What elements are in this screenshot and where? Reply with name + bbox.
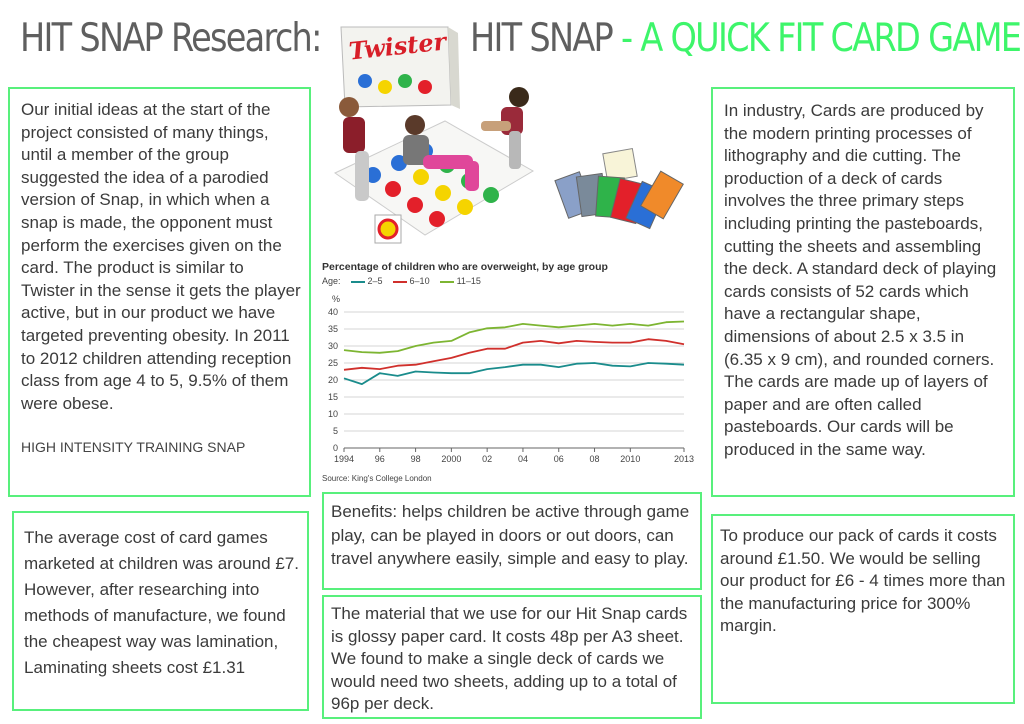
- chart-y-tick-0: 0: [332, 443, 338, 453]
- twister-box-brand: Twister: [347, 26, 448, 66]
- industry-text: In industry, Cards are produced by the modern printing processes of lithography and die cutting. The production of a deck of cards involves the three primary steps including printing the pasteboards, cutting the sheets and assembling the deck. A standard deck of playing cards consists of 52 cards which have a rectangular shape, dimensions of about 2.5 x 3.5 in (6.35 x 9 cm), and rounded corners. The cards are made up of layers of paper and are often called pasteboards. Our cards will be produced in the same way.: [724, 101, 997, 459]
- chart-x-tick-2010: 2010: [620, 454, 641, 464]
- chart-y-tick-40: 40: [327, 307, 338, 317]
- production-cost-box: [711, 514, 1015, 704]
- chart-x-tick-2013: 2013: [673, 454, 695, 464]
- chart-x-tick-2002: 02: [482, 454, 493, 464]
- chart-x-tick-1998: 98: [410, 454, 421, 464]
- twister-product-image: [333, 25, 705, 263]
- card-fan-image: [555, 149, 683, 229]
- chart-legend-label-2: 11–15: [456, 276, 481, 286]
- average-cost-box: [12, 511, 309, 711]
- chart-y-tick-20: 20: [327, 375, 338, 385]
- chart-title: Percentage of children who are overweight, by age group: [322, 261, 608, 273]
- chart-y-axis-label: %: [331, 294, 340, 304]
- chart-x-tick-2006: 06: [553, 454, 564, 464]
- average-cost-text: The average cost of card games marketed at children was around £7. However, after researching into methods of manufacture, we found the cheapest way was lamination, Laminating sheets cost £1.31: [24, 528, 299, 677]
- chart-y-tick-10: 10: [327, 409, 338, 419]
- chart-y-tick-35: 35: [327, 324, 338, 334]
- chart-x-tick-1994: 1994: [333, 454, 355, 464]
- chart-legend: [322, 276, 481, 286]
- initial-ideas-box: [8, 87, 311, 497]
- material-text: The material that we use for our Hit Snap cards is glossy paper card. It costs 48p per A3 sheet. We found to make a single deck of cards we would need two sheets, adding up to a total of 96p per deck.: [331, 604, 688, 714]
- chart-y-tick-30: 30: [327, 341, 338, 351]
- chart-series-line-2: [344, 322, 684, 353]
- chart-y-tick-15: 15: [327, 392, 338, 402]
- chart-legend-prefix: Age:: [322, 276, 341, 286]
- chart-legend-swatch-2: [440, 281, 454, 283]
- title-hit-snap: HIT SNAP: [470, 16, 613, 61]
- benefits-text: Benefits: helps children be active through game play, can be played in doors or out doors, can travel anywhere easily, simple and easy to play.: [331, 502, 690, 568]
- industry-box: [711, 87, 1015, 497]
- overweight-chart: [316, 258, 704, 488]
- title-tagline: - A QUICK FIT CARD GAME: [612, 16, 1021, 61]
- chart-x-tick-2008: 08: [589, 454, 600, 464]
- chart-legend-swatch-0: [351, 281, 365, 283]
- chart-x-tick-2004: 04: [517, 454, 528, 464]
- production-cost-text: To produce our pack of cards it costs around £1.50. We would be selling our product for £6 - 4 times more than the manufacturing price for 300% margin.: [720, 526, 1006, 636]
- benefits-box: [322, 492, 702, 590]
- chart-plot: [316, 288, 704, 476]
- chart-y-tick-25: 25: [327, 358, 338, 368]
- chart-legend-label-0: 2–5: [367, 276, 383, 286]
- chart-legend-swatch-1: [393, 281, 407, 283]
- material-box: [322, 595, 702, 719]
- initial-ideas-footer: HIGH INTENSITY TRAINING SNAP: [21, 439, 246, 456]
- chart-x-tick-2000: 2000: [441, 454, 462, 464]
- chart-x-tick-1996: 96: [374, 454, 385, 464]
- chart-legend-label-1: 6–10: [409, 276, 430, 286]
- initial-ideas-text: Our initial ideas at the start of the project consisted of many things, until a member of the group suggested the idea of a parodied version of Snap, in which when a snap is made, the opponent must perform the exercises given on the card. The product is similar to Twister in the sense it gets the player active, but in our product we have targeted preventing obesity. In 2011 to 2012 children attending reception class from age 4 to 5, 9.5% of them were obese.: [21, 100, 301, 413]
- chart-source: Source: King's College London: [322, 474, 432, 483]
- chart-y-tick-5: 5: [332, 426, 338, 436]
- page-title-research: HIT SNAP Research:: [20, 16, 321, 61]
- twister-box: [341, 26, 460, 109]
